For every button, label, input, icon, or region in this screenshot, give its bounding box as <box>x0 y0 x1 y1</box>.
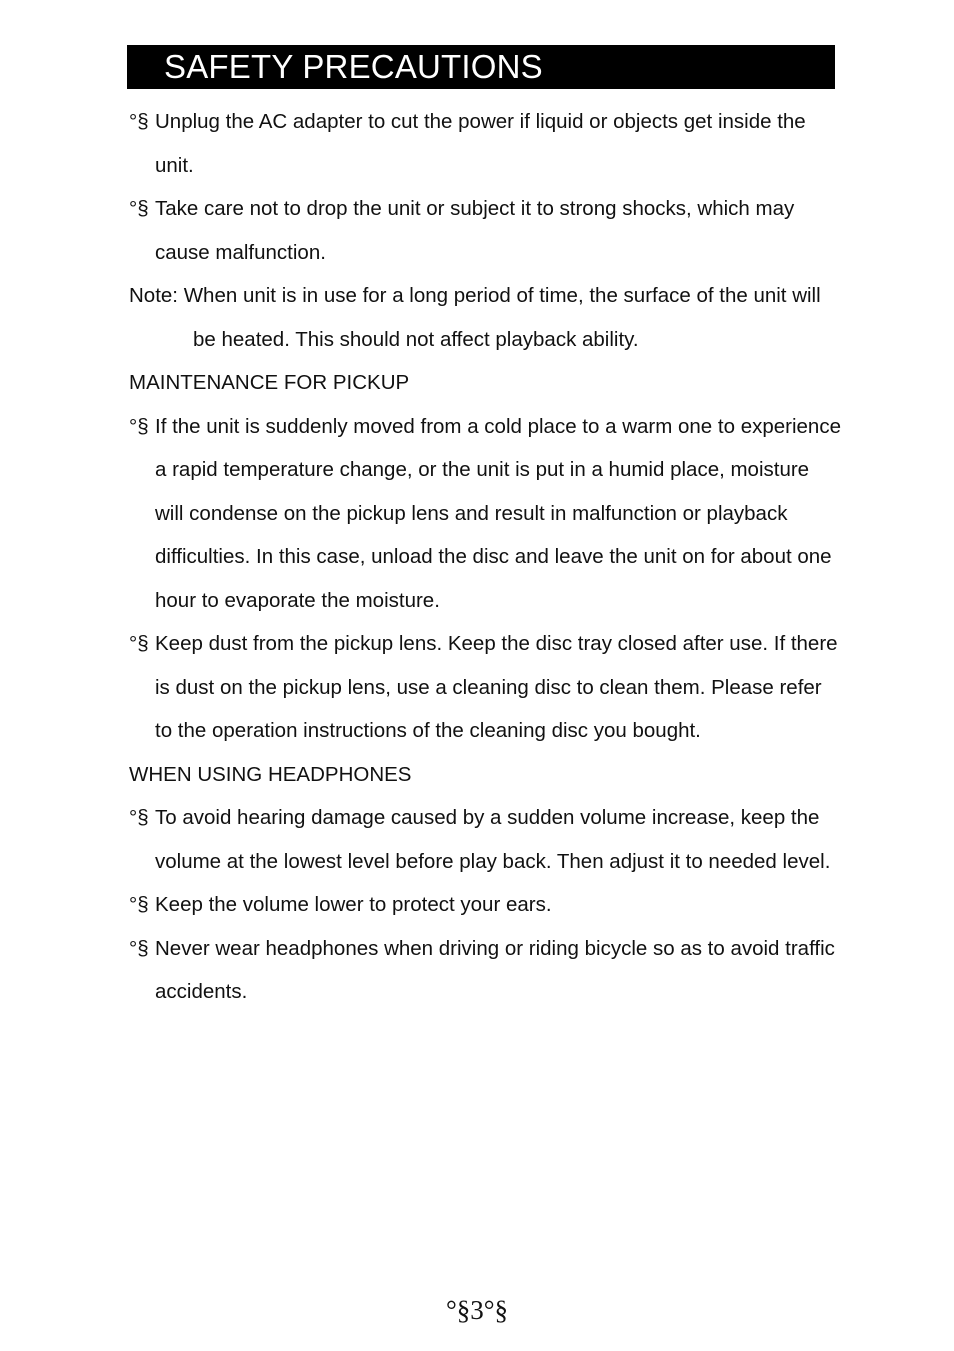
bullet-mark: °§ <box>129 806 149 829</box>
subheading-maintenance: MAINTENANCE FOR PICKUP <box>129 371 410 394</box>
bullet-text: Never wear headphones when driving or riding bicycle so as to avoid traffic accidents. <box>155 936 835 1003</box>
bullet-mark: °§ <box>129 893 149 916</box>
document-body <box>129 100 841 1014</box>
bullet-mark: °§ <box>129 414 149 438</box>
bullet-item-driving <box>129 927 841 1014</box>
bullet-mark: °§ <box>129 632 149 655</box>
bullet-text: Keep dust from the pickup lens. Keep the disc tray closed after use. If there is dust on the pickup lens, use a cleaning disc to clean them. Please refer to the operation instructions of the cleaning disc you bought. <box>155 632 838 742</box>
bullet-text: Take care not to drop the unit or subject it to strong shocks, which may cause malfunction. <box>155 197 795 264</box>
bullet-mark: °§ <box>129 197 149 220</box>
note-paragraph: Note: When unit is in use for a long period of time, the surface of the unit will be heated. This should not affect playback ability. <box>129 284 821 351</box>
bullet-item-drop <box>129 187 841 274</box>
section-title: SAFETY PRECAUTIONS <box>164 48 543 85</box>
bullet-mark: °§ <box>129 936 149 960</box>
bullet-text: To avoid hearing damage caused by a sudden volume increase, keep the volume at the lowest level before play back. Then adjust it to needed level. <box>155 806 831 873</box>
bullet-mark: °§ <box>129 110 149 133</box>
bullet-item-volume-increase <box>129 796 841 883</box>
page-number: °§3°§ <box>445 1295 509 1325</box>
bullet-text: If the unit is suddenly moved from a cold place to a warm one to experience a rapid temperature change, or the unit is put in a humid place, moisture will condense on the pickup lens and result in malfunction or playback difficulties. In this case, unload the disc and leave the unit on for about one hour to evaporate the moisture. <box>155 414 841 612</box>
bullet-item-condensation <box>129 405 841 623</box>
bullet-item-dust <box>129 622 841 753</box>
bullet-text: Keep the volume lower to protect your ears. <box>155 893 552 916</box>
bullet-item-unplug <box>129 100 841 187</box>
bullet-text: Unplug the AC adapter to cut the power if liquid or objects get inside the unit. <box>155 110 806 177</box>
subheading-headphones: WHEN USING HEADPHONES <box>129 762 412 786</box>
bullet-item-volume-lower <box>129 883 841 927</box>
section-title-bar <box>127 45 835 89</box>
